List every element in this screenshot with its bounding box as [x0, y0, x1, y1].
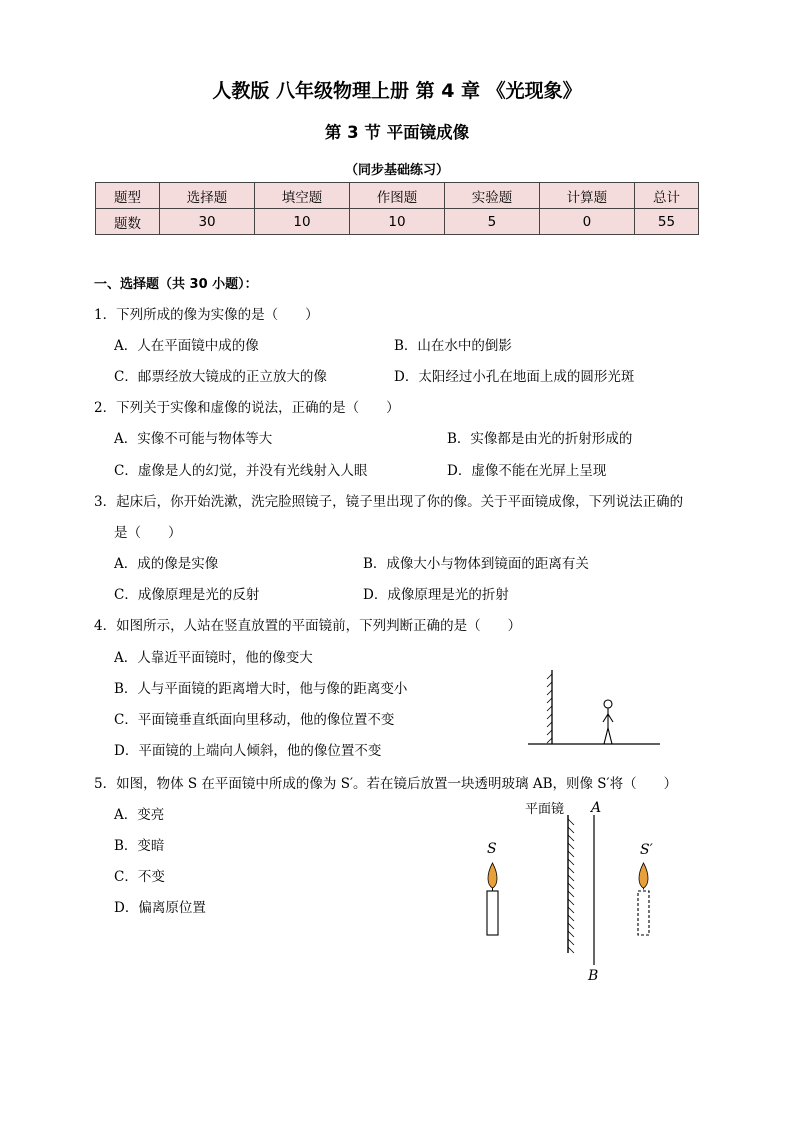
question-4-option-d: D．平面镜的上端向人倾斜，他的像位置不变 [114, 743, 382, 759]
question-5-option-b: B．变暗 [114, 838, 165, 854]
summary-cell: 5 [444, 209, 539, 235]
summary-cell: 填空题 [255, 183, 350, 209]
figure-5-candle-object [487, 863, 498, 935]
question-3-stem-continued: 是（ ） [114, 525, 182, 541]
summary-cell: 10 [255, 209, 350, 235]
question-1-option-c: C．邮票经放大镜成的正立放大的像 [114, 369, 327, 385]
figure-5-mirror [568, 815, 574, 953]
practice-note: （同步基础练习） [344, 163, 449, 178]
summary-cell: 总计 [634, 183, 698, 209]
summary-cell: 作图题 [350, 183, 445, 209]
question-3-option-d: D．成像原理是光的折射 [363, 587, 509, 603]
question-3-option-c: C．成像原理是光的反射 [114, 587, 260, 603]
summary-value-row [96, 209, 699, 235]
question-1-option-a: A．人在平面镜中成的像 [114, 338, 259, 354]
question-4-option-b: B．人与平面镜的距离增大时，他与像的距离变小 [114, 681, 408, 697]
figure-5-mirror-label: 平面镜 [525, 802, 565, 817]
figure-5-label-s-image: S′ [640, 842, 653, 858]
question-2-option-d: D．虚像不能在光屏上呈现 [447, 463, 607, 479]
summary-cell: 55 [634, 209, 698, 235]
question-5-stem: 5．如图，物体 S 在平面镜中所成的像为 S′。若在镜后放置一块透明玻璃 AB，则像 S′将（ ） [94, 776, 678, 792]
figure-5-mirror-candle [470, 795, 680, 985]
question-1-option-b: B．山在水中的倒影 [394, 338, 512, 354]
question-2-option-b: B．实像都是由光的折射形成的 [447, 431, 633, 447]
question-summary-table [95, 182, 699, 235]
question-1-stem: 1．下列所成的像为实像的是（ ） [94, 307, 319, 323]
section-heading: 一、选择题（共 30 小题）： [94, 277, 258, 292]
summary-header-row [96, 183, 699, 209]
figure-4-person [603, 700, 613, 744]
page-title: 人教版 八年级物理上册 第 4 章 《光现象》 [212, 80, 582, 102]
figure-5-label-a: A [591, 800, 602, 816]
summary-cell: 30 [160, 209, 255, 235]
question-5-option-d: D．偏离原位置 [114, 900, 206, 916]
figure-5-candle-image [638, 863, 649, 935]
question-5-option-a: A．变亮 [114, 807, 165, 823]
question-3-stem: 3．起床后，你开始洗漱，洗完脸照镜子，镜子里出现了你的像。关于平面镜成像，下列说法正确的 [94, 494, 684, 510]
summary-cell: 实验题 [444, 183, 539, 209]
figure-5-label-b: B [588, 968, 599, 984]
question-4-stem: 4．如图所示，人站在竖直放置的平面镜前，下列判断正确的是（ ） [94, 618, 522, 634]
question-2-option-c: C．虚像是人的幻觉，并没有光线射入人眼 [114, 463, 368, 479]
summary-cell: 选择题 [160, 183, 255, 209]
question-4-option-a: A．人靠近平面镜时，他的像变大 [114, 650, 313, 666]
question-3-option-a: A．成的像是实像 [114, 556, 219, 572]
summary-cell: 计算题 [539, 183, 634, 209]
question-3-option-b: B．成像大小与物体到镜面的距离有关 [363, 556, 589, 572]
question-5-option-c: C．不变 [114, 869, 165, 885]
question-2-option-a: A．实像不可能与物体等大 [114, 431, 273, 447]
question-1-option-d: D．太阳经过小孔在地面上成的圆形光斑 [394, 369, 635, 385]
figure-4-mirror [547, 670, 552, 744]
summary-cell: 题型 [96, 183, 160, 209]
summary-cell: 题数 [96, 209, 160, 235]
section-subtitle: 第 3 节 平面镜成像 [324, 123, 470, 142]
figure-4-mirror-person [520, 660, 670, 755]
summary-cell: 0 [539, 209, 634, 235]
question-2-stem: 2．下列关于实像和虚像的说法，正确的是（ ） [94, 400, 400, 416]
question-4-option-c: C．平面镜垂直纸面向里移动，他的像位置不变 [114, 712, 395, 728]
summary-cell: 10 [350, 209, 445, 235]
figure-5-label-s: S [487, 841, 497, 857]
